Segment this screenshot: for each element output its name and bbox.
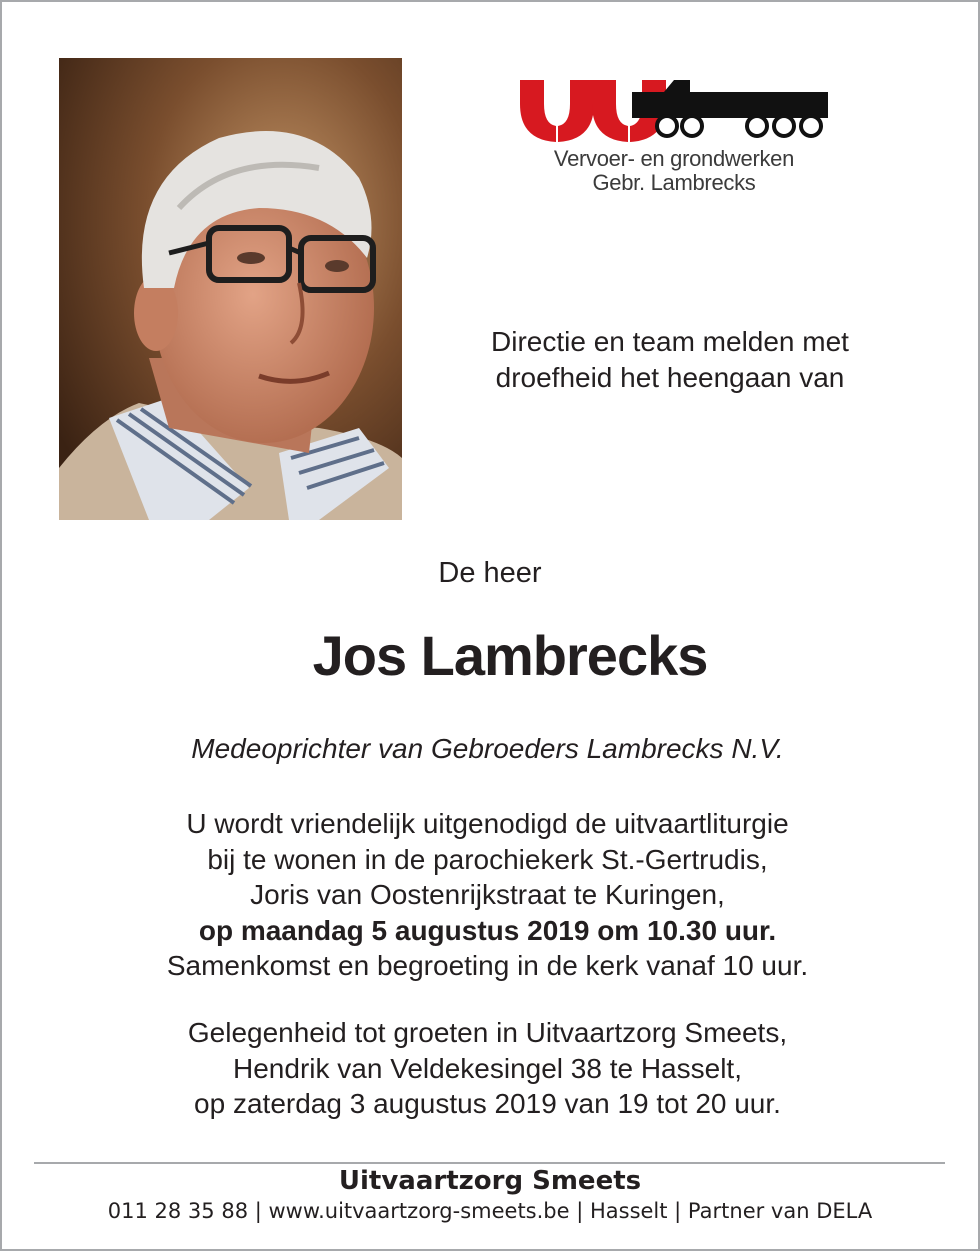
announcement-intro: [440, 324, 900, 396]
company-logo: [514, 74, 834, 198]
company-name-line1: Vervoer- en grondwerken: [553, 146, 795, 171]
funeral-line-3: Joris van Oostenrijkstraat te Kuringen,: [250, 879, 725, 910]
funeral-line-1: U wordt vriendelijk uitgenodigd de uitvaartliturgie: [186, 808, 789, 839]
footer-divider: [34, 1162, 945, 1164]
funeral-home-contact: 011 28 35 88 | www.uitvaartzorg-smeets.be | Hasselt | Partner van DELA: [107, 1199, 873, 1223]
visitation-line-3: op zaterdag 3 augustus 2019 van 19 tot 20 uur.: [194, 1088, 781, 1119]
funeral-line-2: bij te wonen in de parochiekerk St.-Gertrudis,: [207, 843, 768, 875]
intro-line-1: Directie en team melden met: [491, 326, 849, 357]
funeral-home-name: Uitvaartzorg Smeets: [338, 1166, 642, 1196]
company-name: [514, 147, 834, 195]
funeral-datetime: op maandag 5 augustus 2019 om 10.30 uur.: [198, 914, 777, 946]
salutation: De heer: [438, 557, 542, 589]
visitation-line-1: Gelegenheid tot groeten in Uitvaartzorg Smeets,: [187, 1017, 788, 1048]
deceased-role: Medeoprichter van Gebroeders Lambrecks N.V.: [191, 733, 784, 764]
intro-line-2: droefheid het heengaan van: [495, 362, 845, 393]
vv-truck-icon: [514, 74, 834, 146]
funeral-details: [0, 806, 975, 984]
deceased-name: Jos Lambrecks: [312, 624, 708, 687]
visitation-details: [0, 1015, 975, 1122]
funeral-line-5: Samenkomst en begroeting in de kerk vanaf 10 uur.: [166, 950, 809, 981]
visitation-line-2: Hendrik van Veldekesingel 38 te Hasselt,: [233, 1052, 742, 1084]
company-name-line2: Gebr. Lambrecks: [592, 170, 756, 195]
portrait-photo: [59, 58, 402, 520]
